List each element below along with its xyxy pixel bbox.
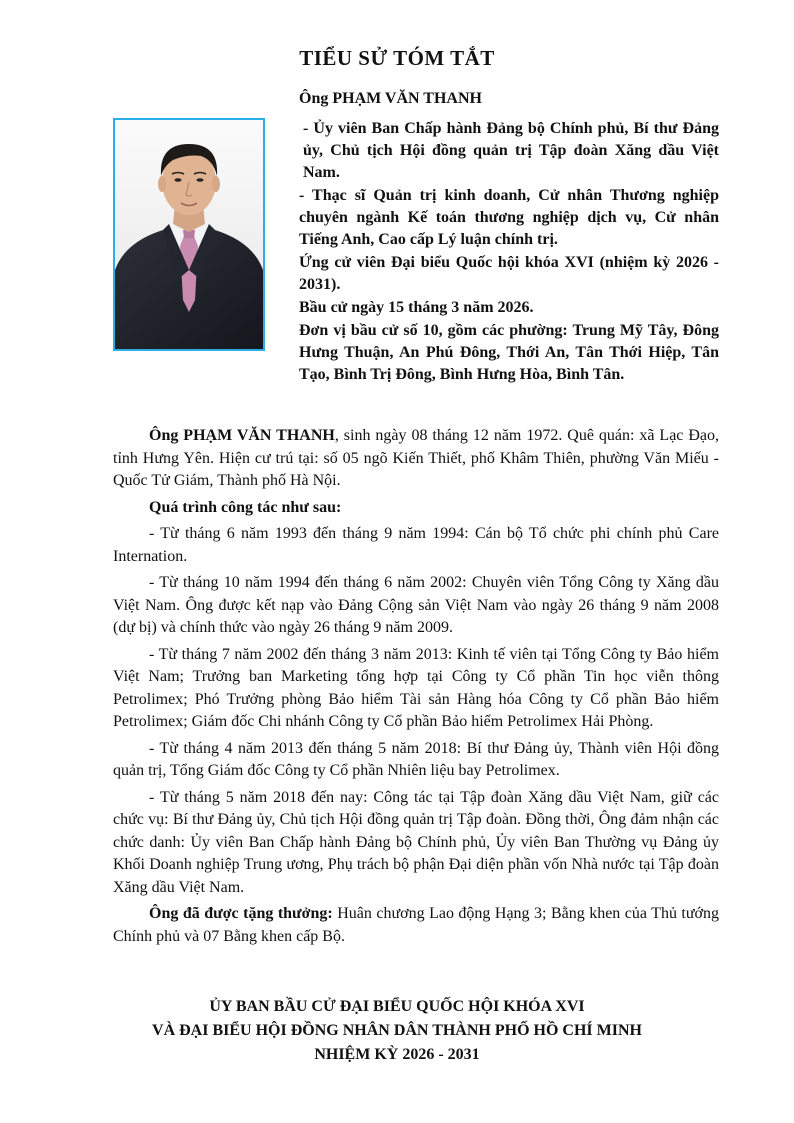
career-heading-text: Quá trình công tác như sau: — [149, 498, 342, 516]
candidate-name: Ông PHẠM VĂN THANH — [299, 90, 482, 107]
bio-intro-text: , sinh ngày 08 tháng 12 năm 1972. Quê quán: xã Lạc Đạo, tỉnh Hưng Yên. Hiện cư trú tại: số 05 ngõ Kiến Thiết, phố Khâm Thiên, phường Văn Miếu - Quốc Tử Giám, Thành phố Hà Nội. — [113, 427, 719, 489]
summary-candidacy: Ứng cử viên Đại biểu Quốc hội khóa XVI (nhiệm kỳ 2026 - 2031). — [299, 254, 719, 293]
summary-degrees: - Thạc sĩ Quản trị kinh doanh, Cử nhân Thương nghiệp chuyên ngành Kế toán thương nghiệp dịch vụ, Cử nhân Tiếng Anh, Cao cấp Lý luận chính trị. — [299, 187, 719, 248]
career-item: - Từ tháng 6 năm 1993 đến tháng 9 năm 1994: Cán bộ Tổ chức phi chính phủ Care Internation. — [113, 525, 719, 565]
awards-text: Huân chương Lao động Hạng 3; Bằng khen của Thủ tướng Chính phủ và 07 Bằng khen cấp Bộ. — [113, 905, 719, 945]
portrait-image — [115, 120, 263, 349]
career-heading — [113, 497, 719, 520]
summary-positions: - Ủy viên Ban Chấp hành Đảng bộ Chính phủ, Bí thư Đảng ủy, Chủ tịch Hội đồng quản trị Tập đoàn Xăng dầu Việt Nam. — [303, 120, 719, 181]
summary-election-date: Bầu cử ngày 15 tháng 3 năm 2026. — [299, 299, 534, 316]
career-item: - Từ tháng 7 năm 2002 đến tháng 3 năm 2013: Kinh tế viên tại Tổng Công ty Bảo hiểm Việt Nam; Trưởng ban Marketing tổng hợp tại Công ty Cổ phần Tin học viễn thông Petrolimex; Phó Trưởng phòng Bảo hiểm Tài sản Hàng hóa Công ty Cổ phần Bảo hiểm Petrolimex; Giám đốc Chi nhánh Công ty Cổ phần Bảo hiểm Petrolimex Hải Phòng. — [113, 645, 719, 730]
career-item: - Từ tháng 4 năm 2013 đến tháng 5 năm 2018: Bí thư Đảng ủy, Thành viên Hội đồng quản trị, Tổng Giám đốc Công ty Cổ phần Nhiên liệu bay Petrolimex. — [113, 739, 719, 779]
career-item: - Từ tháng 10 năm 1994 đến tháng 6 năm 2002: Chuyên viên Tổng Công ty Xăng dầu Việt Nam. Ông được kết nạp vào Đảng Cộng sản Việt Nam vào ngày 26 tháng 9 năm 2008 (dự bị) và chính thức vào ngày 26 tháng 9 năm 2009. — [113, 574, 719, 636]
issuing-committee — [0, 995, 794, 1067]
bio-intro — [113, 425, 719, 493]
candidate-portrait — [113, 118, 265, 351]
summary-constituency: Đơn vị bầu cử số 10, gồm các phường: Trung Mỹ Tây, Đông Hưng Thuận, An Phú Đông, Thới An, Tân Thới Hiệp, Tân Tạo, Bình Trị Đông, Bình Hưng Hòa, Bình Tân. — [299, 322, 719, 383]
document-title: TIỂU SỬ TÓM TẮT — [299, 46, 495, 70]
committee-line-3: NHIỆM KỲ 2026 - 2031 — [314, 1046, 480, 1063]
awards — [113, 903, 719, 948]
biography-body — [113, 425, 719, 952]
summary-block — [299, 118, 719, 387]
bio-intro-name: Ông PHẠM VĂN THANH — [149, 427, 335, 444]
committee-line-1: ỦY BAN BẦU CỬ ĐẠI BIỂU QUỐC HỘI KHÓA XVI — [209, 998, 585, 1015]
awards-label: Ông đã được tặng thưởng: — [149, 905, 333, 922]
career-item: - Từ tháng 5 năm 2018 đến nay: Công tác tại Tập đoàn Xăng dầu Việt Nam, giữ các chức vụ: Bí thư Đảng ủy, Chủ tịch Hội đồng quản trị Tập đoàn. Đồng thời, Ông đảm nhận các chức danh: Ủy viên Ban Chấp hành Đảng bộ Chính phủ, Ủy viên Ban Thường vụ Đảng ủy Khối Doanh nghiệp Trung ương, Phụ trách bộ phận Đại diện phần vốn Nhà nước tại Tập đoàn Xăng dầu Việt Nam. — [113, 788, 719, 896]
committee-line-2: VÀ ĐẠI BIỂU HỘI ĐỒNG NHÂN DÂN THÀNH PHỐ HỒ CHÍ MINH — [152, 1022, 642, 1039]
